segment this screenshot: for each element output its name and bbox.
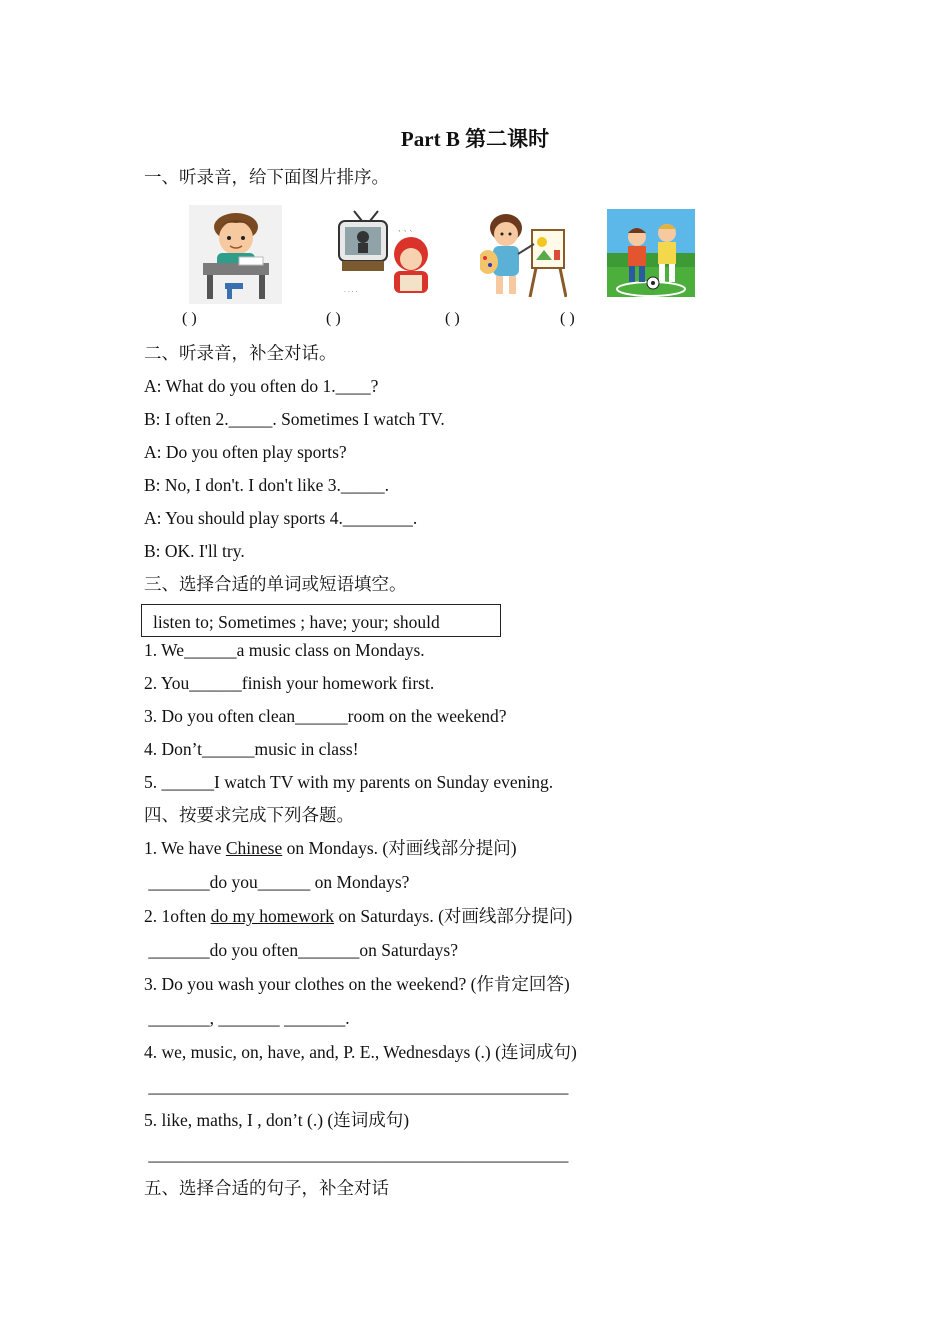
girl-watching-tv-icon [334, 209, 434, 304]
question-2-after: on Saturdays. (对画线部分提问) [334, 906, 573, 926]
question-1-after: on Mondays. (对画线部分提问) [282, 838, 517, 858]
answer-paren-1[interactable]: ( ) [182, 310, 197, 327]
fill-blank-item: 5. ______I watch TV with my parents on Sunday evening. [144, 772, 554, 792]
page-title: Part B 第二课时 [400, 127, 550, 151]
question-2 [144, 905, 572, 927]
svg-text:` ` `: ` ` ` [398, 230, 413, 238]
dialogue-line: A: Do you often play sports? [144, 442, 347, 462]
answer-paren-4[interactable]: ( ) [560, 310, 575, 327]
answer-paren-3[interactable]: ( ) [445, 310, 460, 327]
dialogue-line: B: No, I don't. I don't like 3._____. [144, 475, 389, 495]
question-1-answer: _______do you______ on Mondays? [144, 872, 410, 892]
question-3-answer: _______, _______ _______. [144, 1008, 350, 1028]
girl-painting-icon [480, 210, 567, 299]
section1-heading: 一、听录音，给下面图片排序。 [144, 167, 389, 187]
question-2-before: 2. 1often [144, 906, 211, 926]
section2-heading: 二、听录音，补全对话。 [144, 343, 337, 363]
dialogue-line: B: I often 2._____. Sometimes I watch TV. [144, 409, 445, 429]
boy-studying-at-desk-icon [189, 205, 282, 304]
boys-playing-football-icon [607, 209, 695, 297]
question-5-answer: ________________________________________________ [144, 1144, 569, 1164]
question-2-underlined: do my homework [210, 906, 335, 926]
section5-heading: 五、选择合适的句子，补全对话 [144, 1178, 389, 1198]
question-4-answer: ________________________________________________ [144, 1076, 569, 1096]
fill-blank-item: 2. You______finish your homework first. [144, 673, 435, 693]
svg-text:· · · ·: · · · · [344, 289, 358, 296]
question-5: 5. like, maths, I , don’t (.) (连词成句) [144, 1110, 410, 1130]
answer-paren-2[interactable]: ( ) [326, 310, 341, 327]
dialogue-line: A: You should play sports 4.________. [144, 508, 418, 528]
dialogue-line: A: What do you often do 1.____? [144, 376, 379, 396]
section3-heading: 三、选择合适的单词或短语填空。 [144, 574, 407, 594]
section4-heading: 四、按要求完成下列各题。 [144, 805, 354, 825]
dialogue-line: B: OK. I'll try. [144, 541, 245, 561]
fill-blank-item: 3. Do you often clean______room on the weekend? [144, 706, 507, 726]
question-1-underlined: Chinese [225, 838, 283, 858]
question-1-before: 1. We have [144, 838, 226, 858]
fill-blank-item: 1. We______a music class on Mondays. [144, 640, 425, 660]
fill-blank-item: 4. Don’t______music in class! [144, 739, 359, 759]
question-1 [144, 837, 517, 859]
question-4: 4. we, music, on, have, and, P. E., Wednesdays (.) (连词成句) [144, 1042, 577, 1062]
word-bank-box [141, 604, 501, 637]
question-3: 3. Do you wash your clothes on the weekend? (作肯定回答) [144, 974, 570, 994]
question-2-answer: _______do you often_______on Saturdays? [144, 940, 458, 960]
word-bank-text: listen to; Sometimes ; have; your; should [153, 612, 440, 632]
